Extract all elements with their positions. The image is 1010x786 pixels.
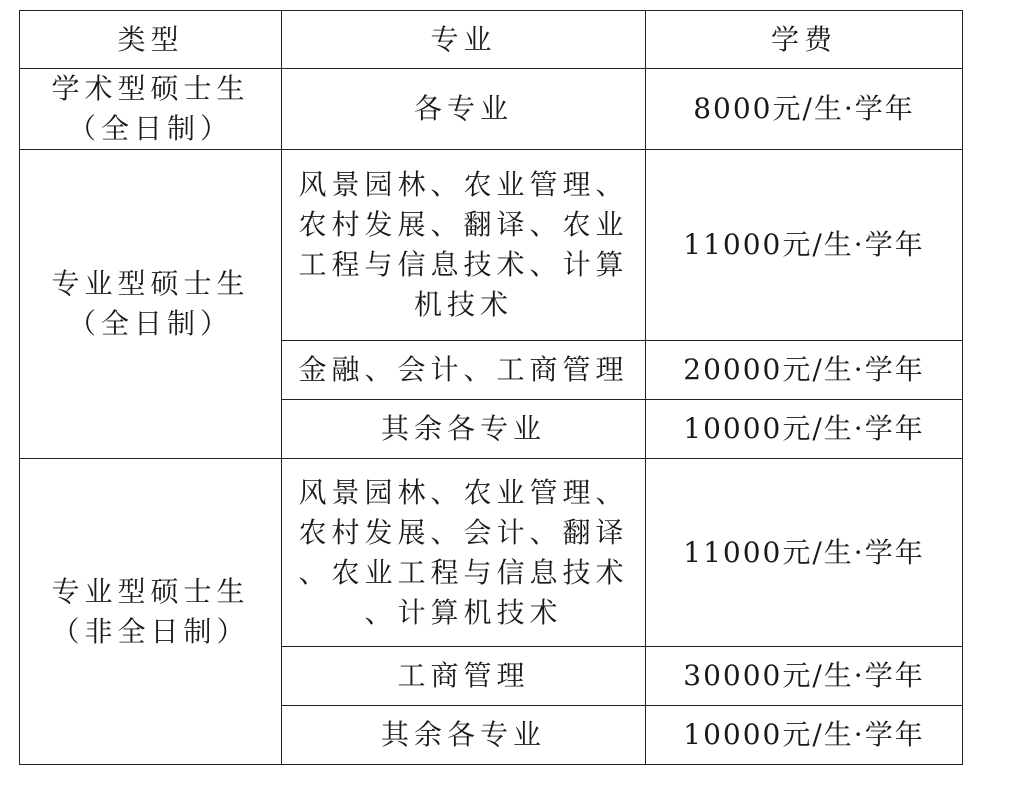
fee-value: 8000元/生·学年: [693, 92, 915, 125]
fee-value: 30000元/生·学年: [683, 659, 925, 692]
major-cell: [282, 706, 646, 765]
major-cell: [282, 647, 646, 706]
type-line: （非全日制）: [51, 614, 250, 648]
fee-cell: [646, 459, 963, 647]
major-line: 工商管理: [397, 659, 530, 692]
major-line: 、农业工程与信息技术: [298, 555, 629, 589]
fee-cell: [646, 647, 963, 706]
major-cell: [282, 400, 646, 459]
table-row: [20, 69, 963, 150]
table-row: [20, 150, 963, 341]
type-cell: [20, 459, 282, 765]
fee-cell: [646, 706, 963, 765]
major-line: 风景园林、农业管理、: [298, 475, 629, 509]
major-line: 其余各专业: [380, 412, 546, 445]
type-line: （全日制）: [67, 307, 233, 340]
major-line: 机技术: [413, 288, 513, 321]
fee-value: 10000元/生·学年: [683, 412, 925, 445]
fee-value: 11000元/生·学年: [683, 228, 925, 261]
major-cell: [282, 459, 646, 647]
major-line: 风景园林、农业管理、: [298, 168, 629, 201]
fee-cell: [646, 69, 963, 150]
major-line: 农村发展、翻译、农业: [298, 208, 629, 241]
fee-cell: [646, 341, 963, 400]
major-cell: [282, 150, 646, 341]
type-line: 专业型硕士生: [51, 267, 250, 300]
tuition-fee-table: [19, 10, 963, 765]
major-line: 农村发展、会计、翻译: [298, 515, 629, 549]
fee-value: 20000元/生·学年: [683, 353, 925, 386]
header-major: 专业: [282, 11, 646, 69]
header-fee: 学费: [646, 11, 963, 69]
type-cell: [20, 150, 282, 459]
type-line: （全日制）: [67, 112, 233, 145]
major-line: 金融、会计、工商管理: [298, 353, 629, 386]
type-cell: [20, 69, 282, 150]
type-line: 专业型硕士生: [51, 574, 250, 608]
table-row: [20, 459, 963, 647]
table-header-row: [20, 11, 963, 69]
major-line: 各专业: [413, 92, 513, 125]
fee-cell: [646, 150, 963, 341]
fee-value: 11000元/生·学年: [683, 535, 925, 569]
major-line: 工程与信息技术、计算: [298, 248, 629, 281]
fee-value: 10000元/生·学年: [683, 718, 925, 751]
fee-cell: [646, 400, 963, 459]
major-line: 、计算机技术: [364, 595, 563, 629]
header-type: 类型: [20, 11, 282, 69]
type-line: 学术型硕士生: [51, 72, 250, 105]
major-cell: [282, 341, 646, 400]
major-line: 其余各专业: [380, 718, 546, 751]
major-cell: [282, 69, 646, 150]
